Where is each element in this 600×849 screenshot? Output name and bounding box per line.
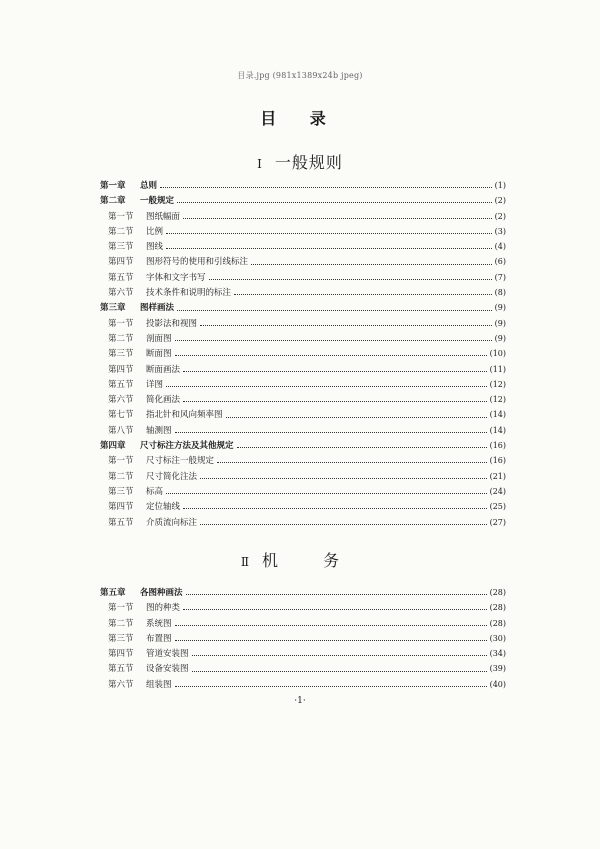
- toc-entry-title: 各图种画法: [140, 588, 183, 598]
- toc-entry-title: 设备安装图: [146, 664, 189, 675]
- toc-entry-title: 投影法和视图: [146, 318, 198, 329]
- toc-entry-page: (1): [494, 181, 506, 190]
- toc-entry-number: 第二章: [100, 196, 126, 207]
- toc-entry-number: 第三节: [108, 349, 134, 360]
- toc-entry-page: (12): [489, 379, 506, 389]
- toc-entry-page: (28): [489, 588, 506, 597]
- toc-entry-title: 技术条件和说明的标注: [146, 288, 232, 299]
- toc-entry-number: 第七节: [108, 410, 134, 421]
- toc-entry-title: 一般规定: [140, 196, 175, 207]
- toc-leader-dots: [200, 478, 487, 479]
- toc-entry-section: [100, 631, 506, 646]
- toc-leader-dots: [251, 264, 492, 265]
- toc-entry-page: (39): [489, 664, 506, 674]
- toc-leader-dots: [175, 686, 487, 687]
- toc-entry-title: 比例: [146, 226, 164, 237]
- toc-entry-section: [100, 316, 506, 331]
- toc-entry-section: [100, 239, 506, 254]
- toc-leader-dots: [186, 594, 487, 595]
- toc-entry-section: [100, 254, 506, 269]
- toc-entry-section: [100, 677, 506, 692]
- toc-entry-title: 布置图: [146, 633, 172, 644]
- toc-entry-section: [100, 484, 506, 499]
- part-2-numeral: Ⅱ: [240, 555, 251, 569]
- toc-entry-title: 图纸幅面: [146, 211, 181, 222]
- toc-entry-title: 详图: [146, 379, 164, 390]
- page-number: ·1·: [294, 696, 306, 706]
- toc-entry-number: 第二节: [108, 333, 134, 344]
- toc-entry-section: [100, 209, 506, 224]
- toc-leader-dots: [166, 493, 487, 494]
- toc-leader-dots: [237, 447, 487, 448]
- toc-entry-page: (6): [494, 257, 506, 267]
- toc-leader-dots: [200, 524, 487, 525]
- toc-entry-chapter: [100, 438, 506, 453]
- toc-entry-section: [100, 600, 506, 615]
- toc-entry-section: [100, 331, 506, 346]
- toc-entry-section: [100, 661, 506, 676]
- toc-entry-title: 标高: [146, 486, 164, 497]
- toc-leader-dots: [192, 655, 487, 656]
- toc-entry-number: 第五章: [100, 588, 126, 598]
- toc-entry-page: (30): [489, 633, 506, 643]
- toc-entry-page: (9): [494, 318, 506, 328]
- toc-entry-page: (3): [494, 226, 506, 236]
- toc-entry-section: [100, 469, 506, 484]
- toc-entry-page: (40): [489, 679, 506, 689]
- toc-entry-number: 第一章: [100, 181, 126, 191]
- toc-entry-page: (28): [489, 603, 506, 613]
- toc-leader-dots: [217, 462, 487, 463]
- toc-list-part-1: [100, 178, 506, 530]
- toc-entry-title: 简化画法: [146, 395, 181, 406]
- toc-entry-title: 断面图: [146, 349, 172, 360]
- toc-entry-chapter: [100, 585, 506, 600]
- toc-entry-title: 断面画法: [146, 364, 181, 375]
- file-header: 目录.jpg (981x1389x24b jpeg): [237, 71, 363, 80]
- toc-entry-section: [100, 646, 506, 661]
- toc-entry-page: (14): [489, 425, 506, 435]
- toc-entry-number: 第八节: [108, 425, 134, 436]
- toc-leader-dots: [183, 609, 487, 610]
- toc-entry-section: [100, 270, 506, 285]
- toc-entry-number: 第五节: [108, 517, 134, 528]
- part-2-title: 机 务: [262, 551, 360, 570]
- toc-leader-dots: [234, 294, 492, 295]
- toc-entry-title: 剖面图: [146, 333, 172, 344]
- toc-entry-page: (28): [489, 618, 506, 628]
- toc-entry-title: 图的种类: [146, 603, 181, 614]
- toc-leader-dots: [166, 248, 492, 249]
- toc-entry-number: 第五节: [108, 379, 134, 390]
- toc-entry-page: (9): [494, 333, 506, 343]
- toc-entry-section: [100, 362, 506, 377]
- toc-entry-page: (34): [489, 649, 506, 659]
- toc-leader-dots: [183, 401, 487, 402]
- toc-leader-dots: [175, 625, 487, 626]
- toc-entry-title: 介质流向标注: [146, 517, 198, 528]
- toc-entry-number: 第六节: [108, 288, 134, 299]
- toc-entry-number: 第二节: [108, 618, 134, 629]
- toc-entry-number: 第一节: [108, 318, 134, 329]
- toc-entry-page: (21): [489, 471, 506, 481]
- toc-entry-page: (12): [489, 395, 506, 405]
- toc-entry-number: 第五节: [108, 272, 134, 283]
- toc-entry-number: 第三节: [108, 486, 134, 497]
- toc-entry-number: 第六节: [108, 679, 134, 690]
- page-title: 目 录: [260, 109, 340, 128]
- toc-entry-section: [100, 453, 506, 468]
- part-1-numeral: I: [257, 157, 263, 171]
- toc-leader-dots: [200, 325, 492, 326]
- toc-entry-title: 管道安装图: [146, 649, 189, 660]
- toc-entry-number: 第三节: [108, 633, 134, 644]
- toc-entry-page: (27): [489, 517, 506, 527]
- toc-entry-title: 指北针和风向频率图: [146, 410, 223, 421]
- toc-entry-section: [100, 285, 506, 300]
- toc-leader-dots: [175, 355, 487, 356]
- toc-entry-title: 图线: [146, 242, 164, 253]
- toc-leader-dots: [177, 310, 492, 311]
- toc-entry-number: 第二节: [108, 471, 134, 482]
- toc-entry-title: 尺寸简化注法: [146, 471, 198, 482]
- toc-entry-number: 第一节: [108, 603, 134, 614]
- toc-entry-title: 系统图: [146, 618, 172, 629]
- toc-entry-number: 第六节: [108, 395, 134, 406]
- toc-entry-title: 轴测图: [146, 425, 172, 436]
- part-2-heading: [0, 548, 600, 571]
- toc-leader-dots: [166, 233, 492, 234]
- toc-entry-title: 字体和文字书写: [146, 272, 206, 283]
- toc-entry-number: 第四节: [108, 257, 134, 268]
- toc-entry-page: (10): [489, 349, 506, 359]
- toc-entry-chapter: [100, 178, 506, 193]
- toc-entry-page: (16): [489, 456, 506, 466]
- toc-entry-number: 第三章: [100, 303, 126, 314]
- toc-entry-section: [100, 423, 506, 438]
- toc-entry-number: 第四节: [108, 649, 134, 660]
- toc-entry-title: 尺寸标注方法及其他规定: [140, 441, 234, 452]
- toc-entry-page: (8): [494, 288, 506, 298]
- toc-entry-number: 第三节: [108, 242, 134, 253]
- toc-entry-title: 定位轴线: [146, 502, 181, 513]
- toc-entry-title: 尺寸标注一般规定: [146, 456, 215, 467]
- toc-entry-section: [100, 346, 506, 361]
- toc-entry-page: (2): [494, 211, 506, 221]
- toc-entry-section: [100, 224, 506, 239]
- toc-entry-page: (9): [494, 303, 506, 313]
- toc-entry-number: 第四节: [108, 364, 134, 375]
- toc-entry-page: (16): [489, 441, 506, 451]
- toc-leader-dots: [183, 218, 492, 219]
- toc-leader-dots: [166, 386, 487, 387]
- toc-entry-number: 第二节: [108, 226, 134, 237]
- toc-entry-page: (11): [489, 364, 506, 374]
- part-1-heading: [0, 150, 600, 173]
- toc-list-part-2: [100, 585, 506, 692]
- toc-entry-number: 第一节: [108, 456, 134, 467]
- toc-leader-dots: [175, 432, 487, 433]
- toc-entry-page: (4): [494, 242, 506, 252]
- toc-entry-section: [100, 515, 506, 530]
- toc-entry-title: 图形符号的使用和引线标注: [146, 257, 249, 268]
- toc-entry-page: (25): [489, 502, 506, 512]
- toc-entry-page: (7): [494, 272, 506, 282]
- toc-leader-dots: [183, 371, 487, 372]
- toc-leader-dots: [183, 508, 487, 509]
- toc-entry-title: 总则: [140, 181, 158, 191]
- toc-entry-section: [100, 616, 506, 631]
- toc-entry-section: [100, 392, 506, 407]
- toc-entry-page: (2): [494, 196, 506, 206]
- toc-entry-number: 第五节: [108, 664, 134, 675]
- toc-leader-dots: [160, 187, 492, 188]
- toc-leader-dots: [226, 417, 487, 418]
- toc-entry-title: 图样画法: [140, 303, 175, 314]
- toc-leader-dots: [192, 671, 487, 672]
- toc-entry-chapter: [100, 193, 506, 208]
- toc-entry-section: [100, 377, 506, 392]
- toc-entry-chapter: [100, 300, 506, 315]
- toc-entry-section: [100, 499, 506, 514]
- toc-entry-section: [100, 407, 506, 422]
- toc-entry-page: (24): [489, 486, 506, 496]
- toc-entry-number: 第四节: [108, 502, 134, 513]
- toc-entry-number: 第一节: [108, 211, 134, 222]
- toc-leader-dots: [209, 279, 492, 280]
- toc-leader-dots: [175, 340, 492, 341]
- toc-leader-dots: [177, 202, 492, 203]
- toc-entry-title: 组装图: [146, 679, 172, 690]
- toc-leader-dots: [175, 640, 487, 641]
- toc-entry-number: 第四章: [100, 441, 126, 452]
- toc-entry-page: (14): [489, 410, 506, 420]
- part-1-title: 一般规则: [274, 153, 343, 172]
